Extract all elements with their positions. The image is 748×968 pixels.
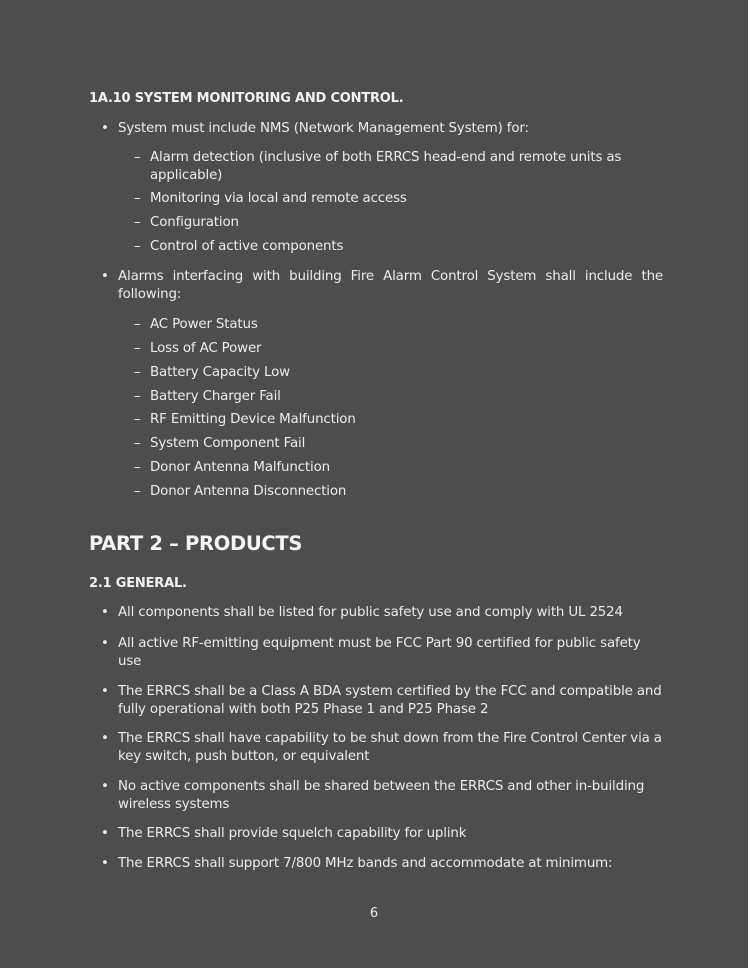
sub-item-text: Configuration — [150, 215, 239, 230]
list-item-text: The ERRCS shall have capability to be shut down from the Fire Control Center via a key switch, push button, or equivalent — [118, 731, 662, 764]
bullet-marker: • — [101, 636, 109, 651]
sub-item-monitoring — [134, 190, 664, 208]
list-item-text: No active components shall be shared between the ERRCS and other in-building wireless systems — [118, 779, 645, 812]
sub-item-text: Battery Charger Fail — [150, 389, 281, 404]
list-item-text: The ERRCS shall provide squelch capability for uplink — [118, 826, 467, 841]
sub-item-text: Alarm detection (inclusive of both ERRCS head-end and remote units as applicable) — [150, 150, 622, 183]
sub-item-rf-emitting-malfunction — [134, 411, 664, 429]
list-item-text: The ERRCS shall support 7/800 MHz bands and accommodate at minimum: — [118, 856, 613, 871]
list-item-text: System must include NMS (Network Management System) for: — [118, 121, 529, 136]
dash-marker: – — [134, 389, 141, 404]
list-item-text: All active RF-emitting equipment must be FCC Part 90 certified for public safety use — [118, 636, 641, 669]
list-item-no-shared-components — [101, 778, 663, 814]
bullet-marker: • — [101, 856, 109, 871]
sub-item-donor-antenna-malfunction — [134, 459, 664, 477]
sub-item-text: System Component Fail — [150, 436, 306, 451]
sub-item-text: Battery Capacity Low — [150, 365, 290, 380]
dash-marker: – — [134, 365, 141, 380]
page-number: 6 — [369, 906, 379, 921]
bullet-marker: • — [101, 605, 109, 620]
bullet-marker: • — [101, 684, 109, 699]
sub-item-system-component-fail — [134, 435, 664, 453]
list-item-bands — [101, 855, 663, 873]
list-item-nms — [101, 120, 663, 138]
sub-item-loss-ac-power — [134, 340, 664, 358]
sub-item-battery-capacity-low — [134, 364, 664, 382]
sub-item-text: Control of active components — [150, 239, 344, 254]
section-heading-2-1: 2.1 GENERAL. — [89, 576, 187, 591]
dash-marker: – — [134, 239, 141, 254]
dash-marker: – — [134, 341, 141, 356]
sub-item-text: Monitoring via local and remote access — [150, 191, 407, 206]
part-heading: PART 2 – PRODUCTS — [89, 532, 303, 555]
sub-item-text: AC Power Status — [150, 317, 258, 332]
sub-item-donor-antenna-disconnection — [134, 483, 664, 501]
dash-marker: – — [134, 460, 141, 475]
list-item-alarms-interfacing — [101, 268, 663, 304]
sub-item-text: Donor Antenna Disconnection — [150, 484, 347, 499]
dash-marker: – — [134, 484, 141, 499]
bullet-marker: • — [101, 269, 109, 284]
sub-item-ac-power-status — [134, 316, 664, 334]
list-item-squelch — [101, 825, 663, 843]
dash-marker: – — [134, 436, 141, 451]
sub-item-alarm-detection — [134, 149, 664, 185]
dash-marker: – — [134, 191, 141, 206]
dash-marker: – — [134, 215, 141, 230]
bullet-marker: • — [101, 731, 109, 746]
dash-marker: – — [134, 317, 141, 332]
list-item-ul-2524 — [101, 604, 663, 622]
sub-item-control — [134, 238, 664, 256]
sub-item-text: Donor Antenna Malfunction — [150, 460, 330, 475]
bullet-marker: • — [101, 779, 109, 794]
list-item-text: All components shall be listed for public safety use and comply with UL 2524 — [118, 605, 623, 620]
dash-marker: – — [134, 150, 141, 165]
bullet-marker: • — [101, 121, 109, 136]
sub-item-configuration — [134, 214, 664, 232]
list-item-fcc-part-90 — [101, 635, 663, 671]
list-item-shutdown — [101, 730, 663, 766]
list-item-text: Alarms interfacing with building Fire Alarm Control System shall include the following: — [118, 269, 663, 302]
dash-marker: – — [134, 412, 141, 427]
sub-item-text: Loss of AC Power — [150, 341, 262, 356]
sub-item-battery-charger-fail — [134, 388, 664, 406]
bullet-marker: • — [101, 826, 109, 841]
list-item-text: The ERRCS shall be a Class A BDA system certified by the FCC and compatible and fully operational with both P25 Phase 1 and P25 Phase 2 — [118, 684, 662, 717]
section-heading-1a10: 1A.10 SYSTEM MONITORING AND CONTROL. — [89, 91, 404, 106]
list-item-class-a-bda — [101, 683, 663, 719]
sub-item-text: RF Emitting Device Malfunction — [150, 412, 356, 427]
